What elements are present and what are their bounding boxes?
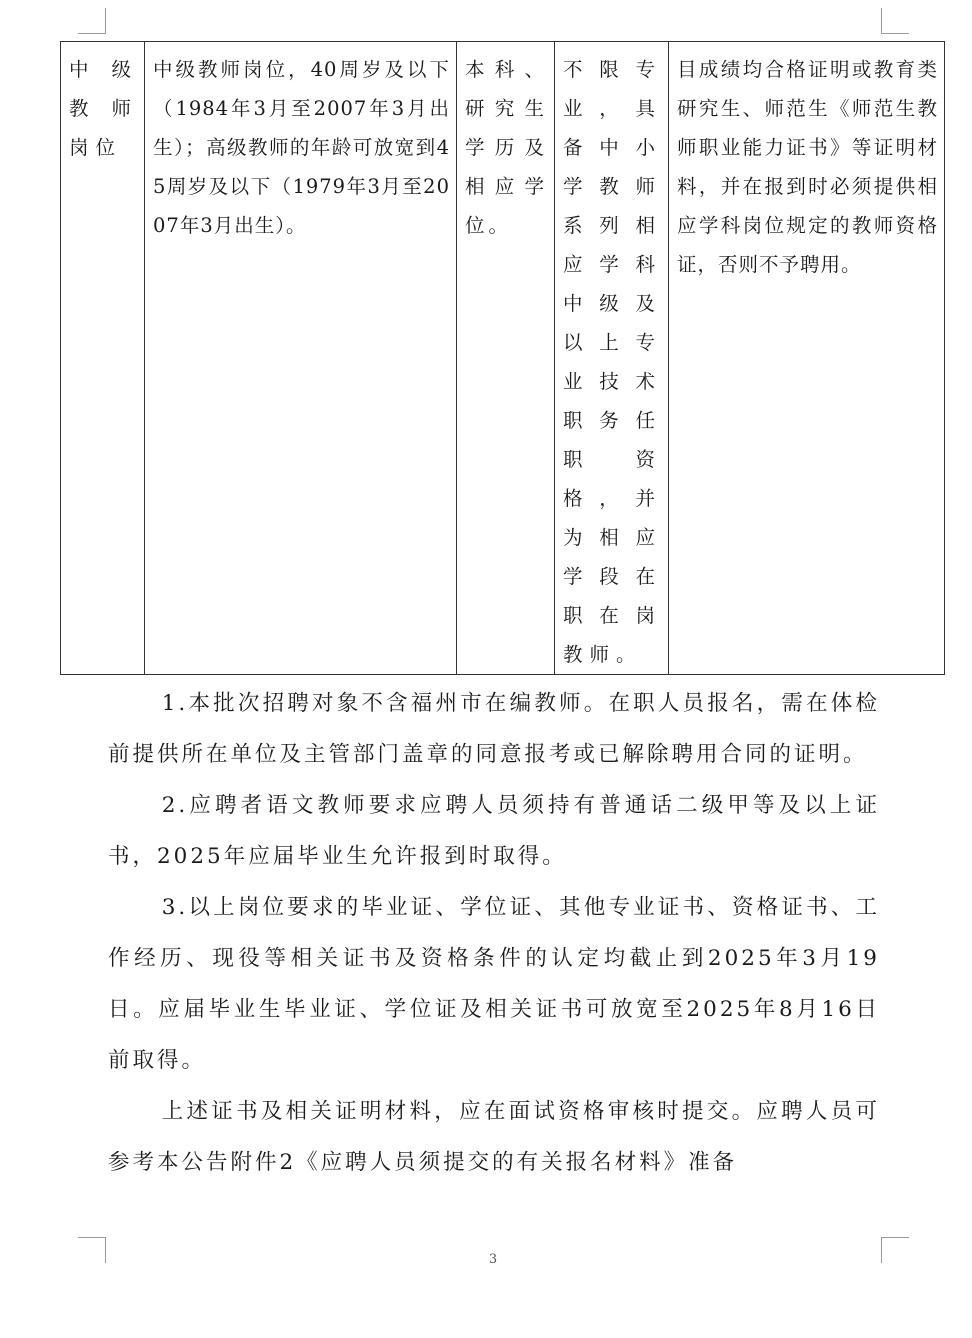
note-paragraph-1: 1.本批次招聘对象不含福州市在编教师。在职人员报名，需在体检前提供所在单位及主管部门盖章的同意报考或已解除聘用合同的证明。 bbox=[108, 691, 880, 767]
table-row bbox=[61, 42, 945, 675]
notes-section bbox=[108, 678, 880, 1188]
post-cell: 中级教师岗位 bbox=[61, 42, 145, 675]
note-paragraph-4: 上述证书及相关证明材料，应在面试资格审核时提交。应聘人员可参考本公告附件2《应聘人员须提交的有关报名材料》准备 bbox=[108, 1099, 880, 1175]
major-cell: 不限专业，具备中小学教师系列相应学科中级及以上专业技术职务任职资格，并为相应学段在职在岗教师。 bbox=[555, 42, 669, 675]
page-number: 3 bbox=[488, 1252, 498, 1267]
education-cell: 本科、研究生学历及相应学位。 bbox=[457, 42, 555, 675]
crop-mark-top-right-vertical bbox=[881, 8, 882, 34]
crop-mark-top-left-vertical bbox=[105, 8, 106, 34]
age-requirement-cell: 中级教师岗位，40周岁及以下（1984年3月至2007年3月出生）；高级教师的年龄可放宽到45周岁及以下（1979年3月至2007年3月出生）。 bbox=[145, 42, 457, 675]
crop-mark-top-right-horizontal bbox=[881, 33, 909, 34]
other-requirements-cell: 目成绩均合格证明或教育类研究生、师范生《师范生教师职业能力证书》等证明材料，并在报到时必须提供相应学科岗位规定的教师资格证，否则不予聘用。 bbox=[669, 42, 945, 675]
note-paragraph-2: 2.应聘者语文教师要求应聘人员须持有普通话二级甲等及以上证书，2025年应届毕业生允许报到时取得。 bbox=[108, 793, 880, 869]
crop-mark-bottom-left-horizontal bbox=[78, 1237, 106, 1238]
crop-mark-top-left-horizontal bbox=[78, 33, 106, 34]
recruitment-table bbox=[60, 41, 945, 675]
note-paragraph-3: 3.以上岗位要求的毕业证、学位证、其他专业证书、资格证书、工作经历、现役等相关证书及资格条件的认定均截止到2025年3月19日。应届毕业生毕业证、学位证及相关证书可放宽至2025年8月16日前取得。 bbox=[108, 895, 880, 1073]
crop-mark-bottom-right-horizontal bbox=[881, 1237, 909, 1238]
